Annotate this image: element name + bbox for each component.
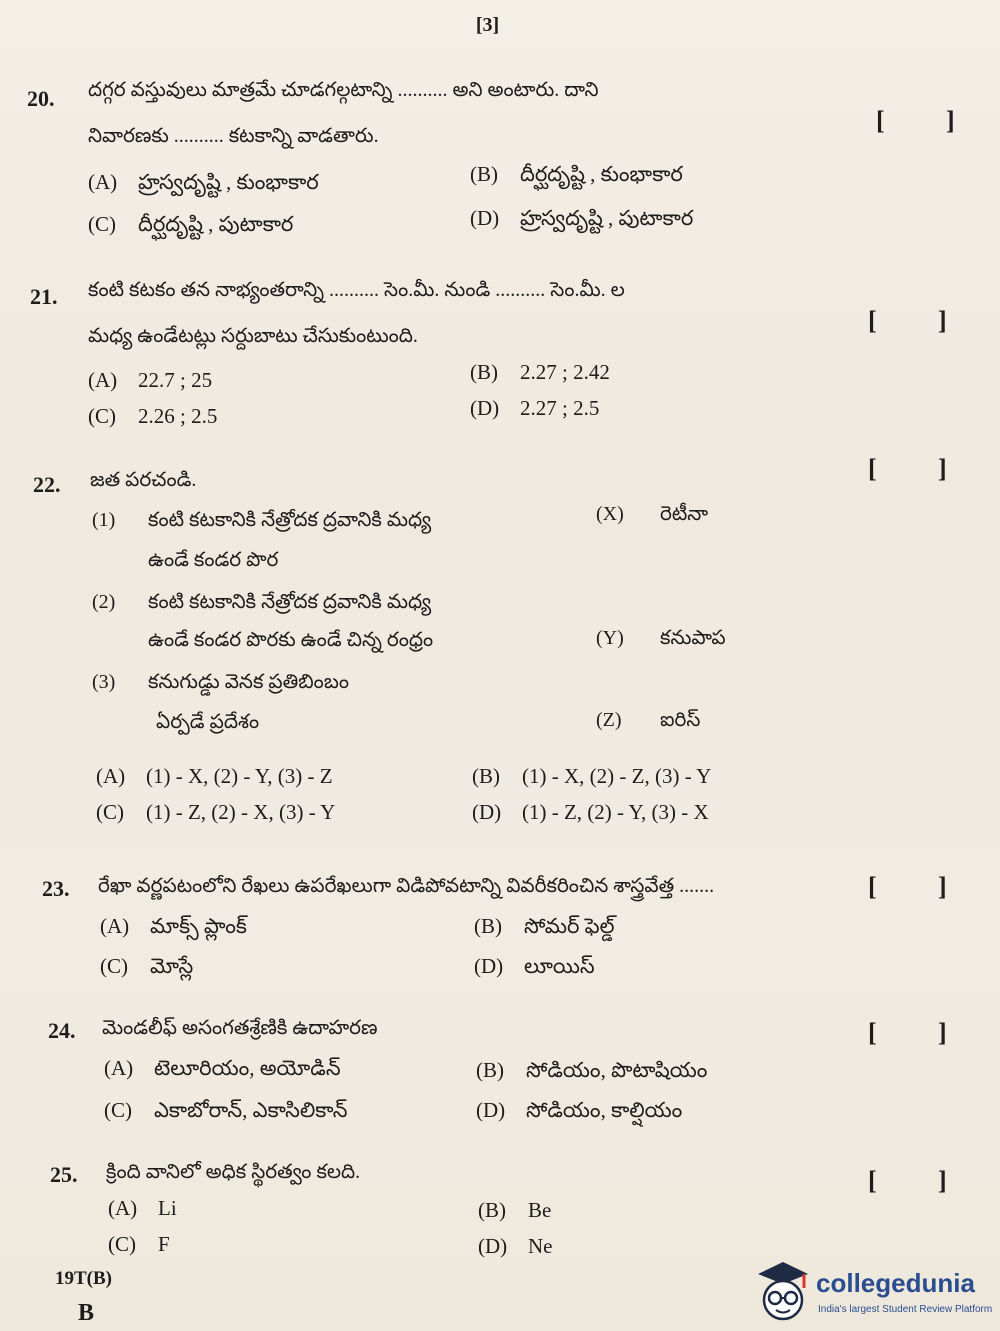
option-a: (A) Li: [108, 1196, 177, 1220]
option-d: (D) సోడియం, కాల్షియం: [476, 1098, 683, 1122]
option-d: (D) హ్రస్వదృష్టి , పుటాకార: [470, 206, 694, 230]
page-number: [3]: [475, 14, 500, 36]
logo-name: collegedunia: [816, 1268, 975, 1298]
option-b: (B) దీర్ఘదృష్టి , కుంభాకార: [470, 162, 683, 186]
match-left-text: కనుగుడ్డు వెనక ప్రతిబింబం: [148, 671, 349, 693]
option-c: (C) 2.26 ; 2.5: [88, 404, 218, 428]
option-d: (D) 2.27 ; 2.5: [470, 396, 600, 420]
option-c: (C) దీర్ఘదృష్టి , పుటాకార: [88, 212, 294, 236]
match-right-label: (Z): [596, 709, 622, 731]
match-left-text: కంటి కటకానికి నేత్రోదక ద్రవానికి మధ్య: [148, 591, 432, 613]
question-text-line: దగ్గర వస్తువులు మాత్రమే చూడగల్గటాన్ని .......... అని అంటారు. దాని: [88, 79, 599, 101]
option-c: (C) F: [108, 1232, 170, 1256]
match-right-label: (X): [596, 503, 624, 525]
option-a: (A) మాక్స్ ప్లాంక్: [100, 914, 247, 938]
match-right-text: ఐరిస్: [660, 709, 701, 731]
match-left-label: (2): [92, 591, 116, 613]
match-right-text: కనుపాప: [660, 627, 726, 649]
option-b: (B) 2.27 ; 2.42: [470, 360, 610, 384]
mascot-icon: [752, 1256, 814, 1328]
collegedunia-logo[interactable]: [752, 1256, 1000, 1328]
option-c: (C) (1) - Z, (2) - X, (3) - Y: [96, 800, 336, 824]
paper-set: B: [78, 1300, 95, 1326]
option-c: (C) మోస్లే: [100, 954, 194, 978]
option-b: (B) (1) - X, (2) - Z, (3) - Y: [472, 764, 712, 788]
question-number: 22.: [33, 472, 61, 497]
option-c: (C) ఎకాబోరాన్, ఎకాసిలికాన్: [104, 1098, 348, 1122]
match-left-text: కంటి కటకానికి నేత్రోదక ద్రవానికి మధ్య: [148, 509, 432, 531]
question-text-line: మెండలీఫ్ అసంగతశ్రేణికి ఉదాహరణ: [102, 1017, 378, 1039]
option-a: (A) (1) - X, (2) - Y, (3) - Z: [96, 764, 333, 788]
paper-code: 19T(B): [55, 1268, 112, 1289]
question-text-line: కంటి కటకం తన నాభ్యంతరాన్ని .......... సెం.మీ. నుండి .......... సెం.మీ. ల: [88, 279, 625, 301]
question-text-line: రేఖా వర్ణపటంలోని రేఖలు ఉపరేఖలుగా విడిపోవటాన్ని వివరీకరించిన శాస్త్రవేత్త .......: [98, 875, 715, 897]
match-left-label: (3): [92, 671, 116, 693]
question-number: 20.: [27, 86, 55, 111]
option-d: (D) లూయిస్: [474, 954, 595, 978]
question-number: 21.: [30, 284, 58, 309]
option-d: (D) Ne: [478, 1234, 553, 1258]
match-left-label: (1): [92, 509, 116, 531]
match-right-text: రెటీనా: [660, 503, 709, 525]
option-b: (B) సోడియం, పొటాషియం: [476, 1058, 708, 1082]
logo-tagline: India's largest Student Review Platform: [818, 1304, 993, 1315]
match-right-label: (Y): [596, 627, 624, 649]
question-text-line: క్రింది వానిలో అధిక స్థిరత్వం కలది.: [106, 1161, 361, 1183]
match-left-text: ఏర్పడే ప్రదేశం: [156, 711, 260, 733]
match-left-text: ఉండే కండర పొరకు ఉండే చిన్న రంధ్రం: [148, 629, 434, 651]
option-d: (D) (1) - Z, (2) - Y, (3) - X: [472, 800, 709, 824]
question-number: 23.: [42, 876, 70, 901]
question-number: 25.: [50, 1162, 78, 1187]
question-text-line: మధ్య ఉండేటట్లు సర్దుబాటు చేసుకుంటుంది.: [88, 325, 418, 347]
question-text-line: జత పరచండి.: [90, 469, 197, 491]
match-left-text: ఉండే కండర పొర: [148, 549, 279, 571]
question-text-line: నివారణకు .......... కటకాన్ని వాడతారు.: [88, 125, 379, 147]
option-a: (A) హ్రస్వదృష్టి , కుంభాకార: [88, 170, 319, 194]
option-b: (B) Be: [478, 1198, 552, 1222]
option-a: (A) టెలూరియం, అయోడిన్: [104, 1056, 341, 1080]
question-number: 24.: [48, 1018, 76, 1043]
option-a: (A) 22.7 ; 25: [88, 368, 213, 392]
option-b: (B) సోమర్ ఫెల్డ్: [474, 914, 615, 938]
